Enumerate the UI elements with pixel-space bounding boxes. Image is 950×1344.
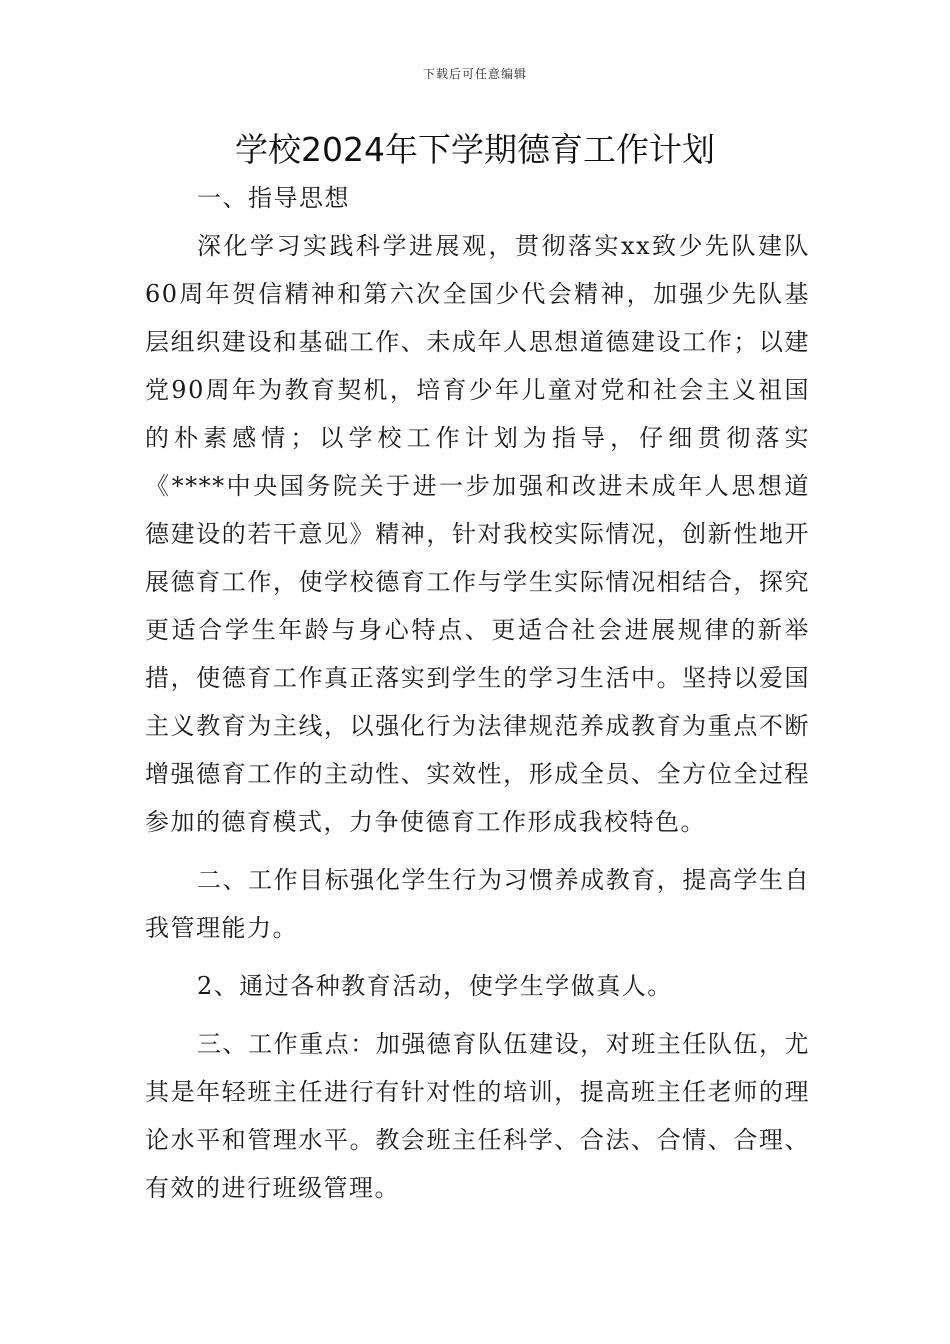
- document-body: [145, 174, 810, 1212]
- paragraph-guiding-ideology: 深化学习实践科学进展观，贯彻落实xx致少先队建队60周年贺信精神和第六次全国少代会精神，加强少先队基层组织建设和基础工作、未成年人思想道德建设工作；以建党90周年为教育契机，培育少年儿童对党和社会主义祖国的朴素感情；以学校工作计划为指导，仔细贯彻落实《****中央国务院关于进一步加强和改进未成年人思想道德建设的若干意见》精神，针对我校实际情况，创新性地开展德育工作，使学校德育工作与学生实际情况相结合，探究更适合学生年龄与身心特点、更适合社会进展规律的新举措，使德育工作真正落实到学生的学习生活中。坚持以爱国主义教育为主线，以强化行为法律规范养成教育为重点不断增强德育工作的主动性、实效性，形成全员、全方位全过程参加的德育模式，力争使德育工作形成我校特色。: [145, 232, 810, 836]
- paragraph-goal-item-2: 2、通过各种教育活动，使学生学做真人。: [197, 972, 673, 1000]
- section-heading-guiding-ideology: 一、指导思想: [197, 184, 350, 212]
- paragraph-work-goals: 二、工作目标强化学生行为习惯养成教育，提高学生自我管理能力。: [145, 866, 810, 942]
- document-title: 学校2024年下学期德育工作计划: [235, 130, 715, 169]
- page-header-note: 下载后可任意编辑: [422, 67, 527, 81]
- paragraph-work-focus: 三、工作重点：加强德育队伍建设，对班主任队伍，尤其是年轻班主任进行有针对性的培训，提高班主任老师的理论水平和管理水平。教会班主任科学、合法、合情、合理、有效的进行班级管理。: [145, 1030, 810, 1202]
